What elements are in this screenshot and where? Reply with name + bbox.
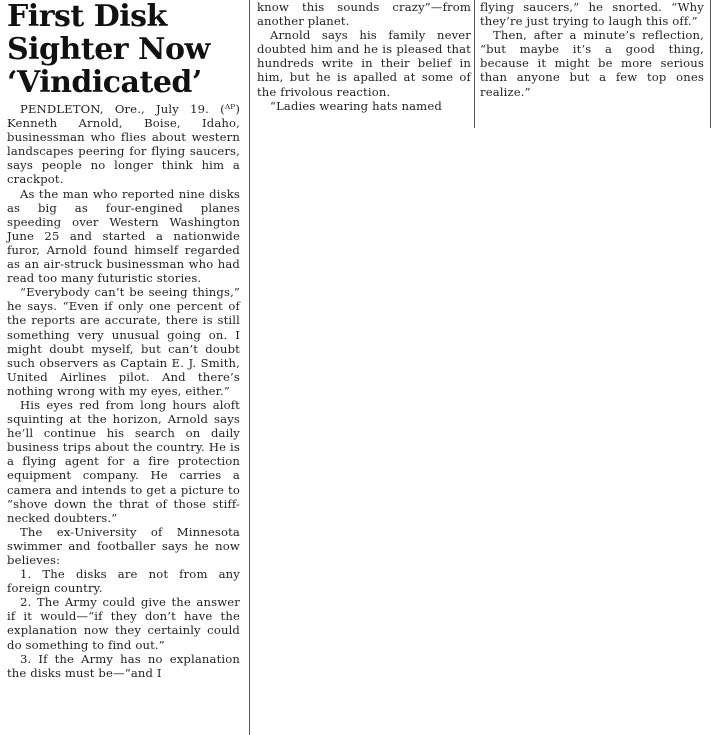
paragraph: “Everybody can’t be seeing things,” he says. “Even if only one percent of the reports are accurate, there is still something very unusual going on. I might doubt myself, but can’t doubt such observers as Captain E. J. Smith, United Airlines pilot. And there’s nothing wrong with my eyes, either.” [7,285,240,398]
column-rule [710,0,711,128]
paragraph: know this sounds crazy”—from another planet. [257,0,471,29]
article-column-3 [480,0,704,99]
headline-line: ‘Vindicated’ [7,65,202,100]
paragraph: PENDLETON, Ore., July 19. (ᴬᴾ) Kenneth Arnold, Boise, Idaho, businessman who flies about western landscapes peering for flying saucers, says people no longer think him a crackpot. [7,102,240,187]
column-rule [474,0,475,128]
article-body [480,0,704,99]
headline-line: First Disk [7,0,167,34]
headline [7,0,240,99]
article-column-2 [257,0,471,113]
paragraph: His eyes red from long hours aloft squinting at the horizon, Arnold says he’ll continue his search on daily business trips about the country. He is a flying agent for a fire protection equipment company. He carries a camera and intends to get a picture to “shove down the thrat of those stiff-necked doubters.” [7,397,240,525]
article-body [257,0,471,113]
paragraph: 1. The disks are not from any foreign country. [7,567,240,596]
paragraph: The ex-University of Minnesota swimmer and footballer says he now believes: [7,524,240,567]
paragraph: Arnold says his family never doubted him and he is pleased that hundreds write in their belief in him, but he is apalled at some of the frivolous reaction. [257,28,471,99]
column-rule [249,0,250,735]
article-body [7,102,240,680]
paragraph: 3. If the Army has no explanation the disks must be—“and I [7,651,240,680]
paragraph: “Ladies wearing hats named [270,98,442,113]
paragraph: As the man who reported nine disks as big as four-engined planes speeding over Western Washington June 25 and started a nationwide furor, Arnold found himself regarded as an air-struck businessman who had read too many futuristic stories. [7,186,240,286]
paragraph: flying saucers,” he snorted. “Why they’re just trying to laugh this off.” [480,0,704,29]
article-column-1 [7,0,240,680]
paragraph: 2. The Army could give the answer if it would—“if they don’t have the explanation now they certainly could do something to find out.” [7,595,240,652]
headline-line: Sighter Now [7,32,210,67]
paragraph: Then, after a minute’s reflection, “but maybe it’s a good thing, because it might be more serious than anyone but a few top ones realize.” [480,28,704,99]
